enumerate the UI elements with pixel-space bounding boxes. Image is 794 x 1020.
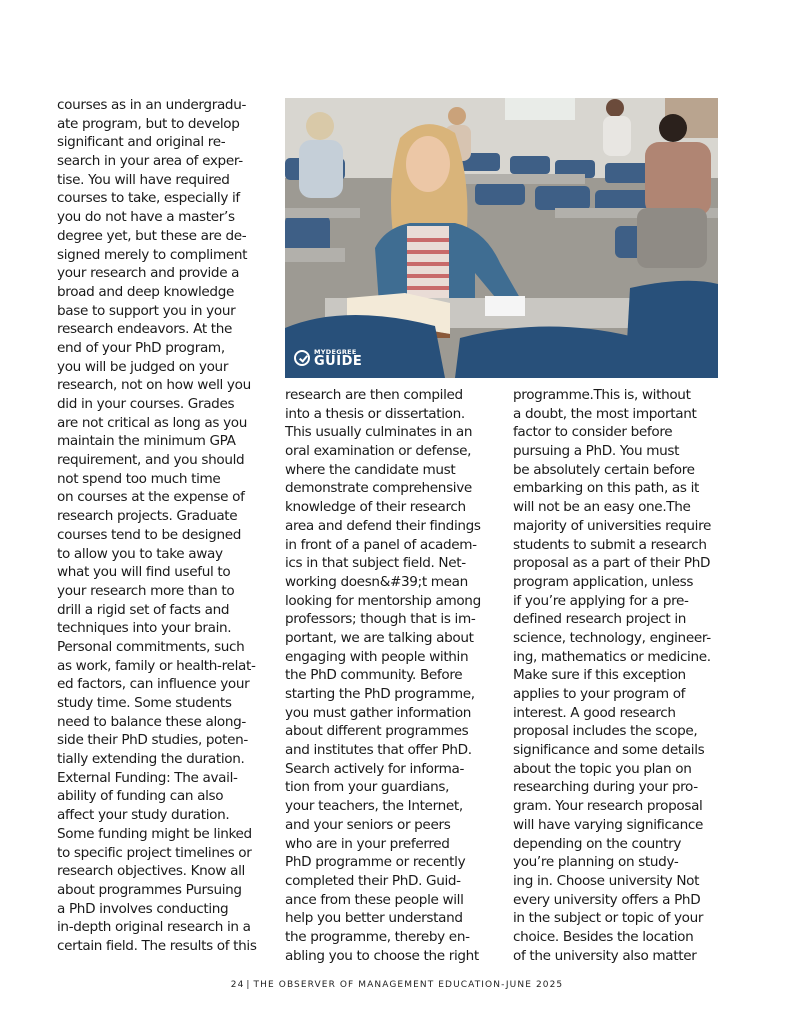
body-text-line: working doesn&#39;t mean (285, 573, 468, 590)
body-text-line: about different programmes (285, 723, 469, 740)
body-text-line: will have varying significance (513, 816, 703, 833)
body-text-line: drill a rigid set of facts and (57, 601, 230, 618)
body-text-line: Some funding might be linked (57, 825, 252, 842)
body-text-line: degree yet, but these are de- (57, 227, 247, 244)
body-text-line: maintain the minimum GPA (57, 433, 236, 450)
body-text-line: program application, unless (513, 573, 694, 590)
body-text-line: Make sure if this exception (513, 667, 686, 684)
footer-separator: | (246, 980, 251, 990)
text-column-3 (513, 386, 721, 965)
body-text-line: This usually culminates in an (285, 424, 473, 441)
body-text-line: significance and some details (513, 742, 705, 759)
body-text-line: you will be judged on your (57, 358, 229, 375)
text-column-2 (285, 386, 495, 965)
body-text-line: Search actively for informa- (285, 760, 465, 777)
body-text-line: to allow you to take away (57, 545, 223, 562)
body-text-line: researching during your pro- (513, 779, 698, 796)
body-text-line: choice. Besides the location (513, 928, 694, 945)
body-text-line: PhD programme or recently (285, 854, 466, 871)
body-text-line: the programme, thereby en- (285, 928, 470, 945)
body-text-line: certain field. The results of this (57, 937, 257, 954)
body-text-line: base to support you in your (57, 302, 236, 319)
body-text-line: requirement, and you should (57, 452, 245, 469)
body-text-line: to specific project timelines or (57, 844, 252, 861)
body-text-line: ed factors, can influence your (57, 676, 250, 693)
body-text-line: courses to take, especially if (57, 190, 240, 207)
text-column-1 (57, 96, 262, 956)
page-footer (0, 980, 794, 990)
body-text-line: affect your study duration. (57, 807, 230, 824)
body-text-line: you’re planning on study- (513, 854, 679, 871)
body-text-line: starting the PhD programme, (285, 686, 475, 702)
mydegree-guide-logo (294, 349, 362, 369)
body-text-line: looking for mentorship among (285, 592, 481, 609)
logo-small-text: MYDEGREE (314, 347, 357, 356)
body-text-line: side their PhD studies, poten- (57, 732, 248, 749)
body-text-line: research endeavors. At the (57, 321, 233, 338)
body-text-line: significant and original re- (57, 134, 226, 151)
body-text-line: tion from your guardians, (285, 779, 450, 796)
body-text-line: into a thesis or dissertation. (285, 405, 465, 422)
body-text-line: in front of a panel of academ- (285, 536, 477, 553)
body-text-line: if you’re applying for a pre- (513, 592, 689, 609)
body-text-line: techniques into your brain. (57, 620, 232, 637)
body-text-line: students to submit a research (513, 536, 707, 553)
body-text-line: factor to consider before (513, 424, 673, 441)
body-text-line: and institutes that offer PhD. (285, 742, 472, 759)
body-text-line: courses tend to be designed (57, 526, 242, 543)
graduation-check-icon (294, 350, 310, 366)
body-text-line: ing in. Choose university Not (513, 872, 700, 889)
body-text-line: as work, family or health-relat- (57, 657, 256, 674)
body-text-line: in the subject or topic of your (513, 910, 704, 927)
body-text-line: did in your courses. Grades (57, 396, 235, 412)
body-text-line: and your seniors or peers (285, 816, 451, 833)
body-text-line: science, technology, engineer- (513, 629, 711, 646)
body-text-line: a doubt, the most important (513, 405, 697, 422)
body-text-line: of the university also matter (513, 947, 697, 964)
body-text-line: who are in your preferred (285, 835, 450, 852)
body-text-line: your research and provide a (57, 265, 240, 282)
logo-big-text: GUIDE (314, 354, 363, 369)
body-text-line: tise. You will have required (57, 171, 230, 188)
body-text-line: proposal as a part of their PhD (513, 555, 711, 572)
body-text-line: on courses at the expense of (57, 489, 245, 506)
body-text-line: what you will find useful to (57, 564, 231, 581)
body-text-line: research are then compiled (285, 387, 463, 403)
body-text-line: end of your PhD program, (57, 339, 225, 356)
body-text-line: research, not on how well you (57, 377, 251, 394)
body-text-line: professors; though that is im- (285, 611, 476, 628)
body-text-line: are not critical as long as you (57, 414, 247, 431)
body-text-line: your research more than to (57, 582, 235, 599)
body-text-line: knowledge of their research (285, 499, 466, 516)
body-text-line: interest. A good research (513, 704, 676, 721)
body-text-line: your teachers, the Internet, (285, 798, 463, 815)
body-text-line: about the topic you plan on (513, 760, 692, 777)
body-text-line: broad and deep knowledge (57, 283, 235, 300)
body-text-line: majority of universities require (513, 517, 712, 534)
body-text-line: be absolutely certain before (513, 461, 695, 478)
publication-name: THE OBSERVER OF MANAGEMENT EDUCATION-JUNE 2025 (253, 980, 564, 990)
body-text-line: ance from these people will (285, 891, 464, 908)
body-text-line: search in your area of exper- (57, 153, 243, 170)
body-text-line: research projects. Graduate (57, 508, 238, 525)
classroom-photo (285, 98, 718, 378)
body-text-line: ability of funding can also (57, 788, 224, 805)
body-text-line: a PhD involves conducting (57, 900, 229, 917)
body-text-line: embarking on this path, as it (513, 480, 699, 497)
body-text-line: where the candidate must (285, 461, 456, 478)
body-text-line: oral examination or defense, (285, 443, 472, 460)
body-text-line: courses as in an undergradu- (57, 97, 247, 113)
body-text-line: abling you to choose the right (285, 947, 479, 964)
body-text-line: not spend too much time (57, 470, 221, 487)
body-text-line: research objectives. Know all (57, 863, 245, 880)
body-text-line: every university offers a PhD (513, 891, 701, 908)
body-text-line: ing, mathematics or medicine. (513, 648, 711, 665)
body-text-line: you do not have a master’s (57, 209, 235, 226)
body-text-line: programme.This is, without (513, 387, 691, 403)
body-text-line: help you better understand (285, 910, 463, 927)
body-text-line: the PhD community. Before (285, 667, 463, 684)
body-text-line: area and defend their findings (285, 517, 481, 534)
body-text-line: proposal includes the scope, (513, 723, 698, 740)
body-text-line: depending on the country (513, 835, 682, 852)
page-number: 24 (230, 980, 245, 990)
body-text-line: will not be an easy one.The (513, 499, 691, 516)
body-text-line: need to balance these along- (57, 713, 246, 730)
body-text-line: signed merely to compliment (57, 246, 248, 263)
body-text-line: engaging with people within (285, 648, 469, 665)
body-text-line: ics in that subject field. Net- (285, 555, 466, 572)
body-text-line: in-depth original research in a (57, 919, 251, 936)
body-text-line: demonstrate comprehensive (285, 480, 472, 497)
body-text-line: gram. Your research proposal (513, 798, 703, 815)
body-text-line: tially extending the duration. (57, 751, 245, 768)
body-text-line: pursuing a PhD. You must (513, 443, 680, 460)
body-text-line: you must gather information (285, 704, 472, 721)
body-text-line: ate program, but to develop (57, 115, 240, 132)
body-text-line: about programmes Pursuing (57, 881, 242, 898)
body-text-line: completed their PhD. Guid- (285, 872, 461, 889)
body-text-line: applies to your program of (513, 686, 686, 702)
body-text-line: Personal commitments, such (57, 638, 245, 655)
body-text-line: defined research project in (513, 611, 687, 628)
body-text-line: portant, we are talking about (285, 629, 474, 646)
body-text-line: External Funding: The avail- (57, 769, 238, 786)
body-text-line: study time. Some students (57, 695, 232, 711)
